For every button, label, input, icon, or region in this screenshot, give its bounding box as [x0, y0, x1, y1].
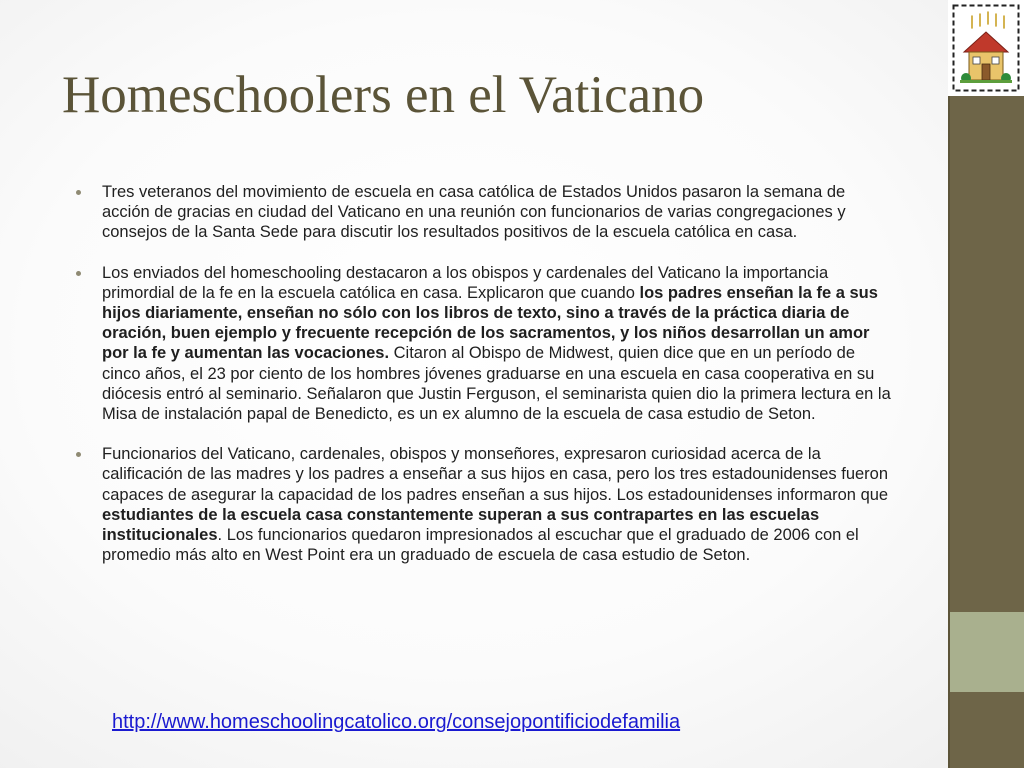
bullet-item: [74, 263, 894, 425]
bullet-list: [74, 182, 894, 585]
band-edge-line: [948, 96, 950, 768]
bullet-text: . Los funcionarios quedaron impresionados al escuchar que el graduado de 2006 con el promedio más alto en West Point era un graduado de escuela de casa estudio de Seton.: [102, 526, 859, 565]
bullet-text: Funcionarios del Vaticano, cardenales, obispos y monseñores, expresaron curiosidad acerca de la calificación de las madres y los padres a enseñar a sus hijos en casa, pero los tres estadounidenses fueron capaces de asegurar la capacidad de los padres enseñan a sus hijos. Los estadounidenses informaron que: [102, 445, 889, 504]
slide-title: Homeschoolers en el Vaticano: [62, 66, 705, 124]
bullet-text: Tres veteranos del movimiento de escuela en casa católica de Estados Unidos pasaron la semana de acción de gracias en ciudad del Vaticano en una reunión con funcionarios de varias congregaciones y consejos de la Santa Sede para discutir los resultados positivos de la escuela católica en casa.: [102, 183, 846, 242]
bullet-item: [74, 444, 894, 565]
bullet-bold-text: estudiantes de la escuela casa constantemente superan a sus contrapartes en las escuelas institucionales: [102, 505, 820, 545]
bullet-item: [74, 182, 894, 243]
bullet-text: Los enviados del homeschooling destacaron a los obispos y cardenales del Vaticano la importancia primordial de la fe en la escuela católica en casa. Explicaron que cuando: [102, 263, 829, 302]
source-link[interactable]: http://www.homeschoolingcatolico.org/consejopontificiodefamilia: [112, 711, 681, 733]
bullet-bold-text: los padres enseñan la fe a sus hijos diariamente, enseñan no sólo con los libros de texto, sino a través de la práctica diaria de oración, buen ejemplo y frecuente recepción de los sacramentos, y los niños desarrollan un amor por la fe y aumentan las vocaciones.: [102, 283, 878, 363]
band-sage-stripe: [948, 612, 1024, 692]
side-decoration-band: [948, 0, 1024, 768]
band-olive-upper: [948, 96, 1024, 612]
band-olive-lower: [948, 692, 1024, 768]
schoolhouse-logo-icon: [952, 4, 1020, 92]
bullet-text: Citaron al Obispo de Midwest, quien dice que en un período de cinco años, el 23 por ciento de los hombres jóvenes graduarse en una escuela en casa cooperativa en su diócesis entró al seminario. Señalaron que Justin Ferguson, el seminarista quien dio la primera lectura en la Misa de instalación papal de Benedicto, es un ex alumno de la escuela de casa estudio de Seton.: [102, 344, 891, 424]
